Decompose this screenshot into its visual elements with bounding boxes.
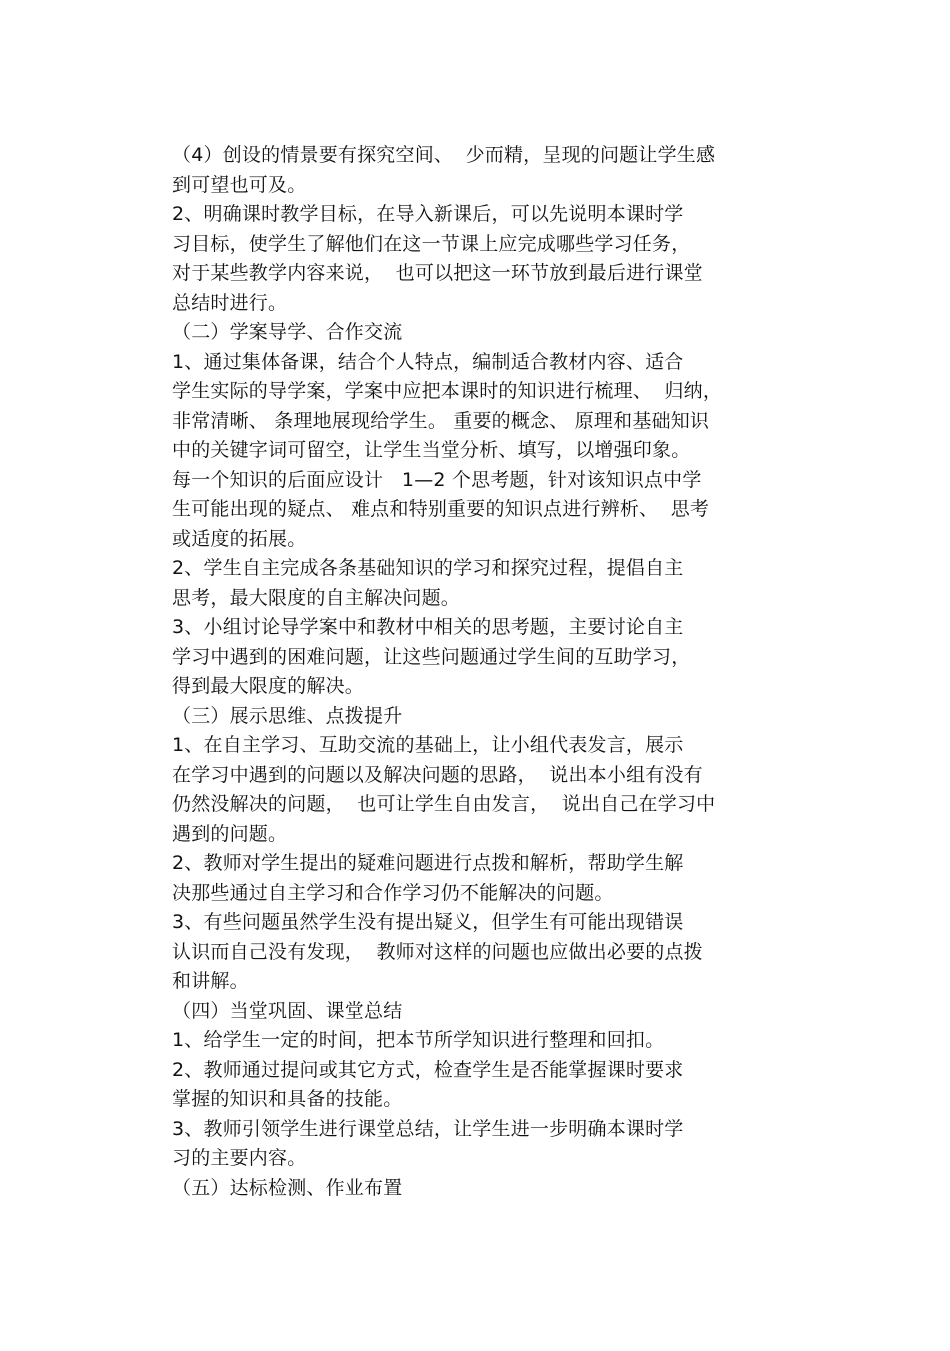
text-line: 3、小组讨论导学案中和教材中相关的思考题，主要讨论自主	[172, 616, 684, 638]
text-line: 和讲解。	[172, 970, 249, 992]
text-line: （4）创设的情景要有探究空间、 少而精，呈现的问题让学生感	[172, 144, 716, 166]
text-line: 对于某些教学内容来说， 也可以把这一环节放到最后进行课堂	[172, 262, 703, 284]
text-line: 习目标，使学生了解他们在这一节课上应完成哪些学习任务，	[172, 232, 691, 255]
document-body	[172, 141, 792, 1203]
section-heading: （三）展示思维、点拨提升	[172, 704, 403, 727]
text-line: 1、给学生一定的时间，把本节所学知识进行整理和回扣。	[172, 1029, 665, 1051]
text-line: 非常清晰、 条理地展现给学生。 重要的概念、 原理和基础知识	[172, 409, 710, 432]
text-line: 2、学生自主完成各条基础知识的学习和探究过程，提倡自主	[172, 557, 684, 579]
text-line: 到可望也可及。	[172, 173, 307, 196]
text-line: 掌握的知识和具备的技能。	[172, 1088, 403, 1110]
text-line: 生可能出现的疑点、 难点和特别重要的知识点进行辨析、 思考	[172, 498, 710, 520]
text-line: 2、明确课时教学目标，在导入新课后，可以先说明本课时学	[172, 203, 684, 225]
text-line: 1、通过集体备课，结合个人特点，编制适合教材内容、适合	[172, 350, 684, 373]
text-line: 中的关键字词可留空，让学生当堂分析、填写，以增强印象。	[172, 439, 691, 461]
section-heading: （五）达标检测、作业布置	[172, 1176, 403, 1199]
text-line: 仍然没解决的问题， 也可让学生自由发言， 说出自己在学习中	[172, 793, 716, 815]
text-line: 习的主要内容。	[172, 1147, 307, 1169]
text-line: 3、教师引领学生进行课堂总结，让学生进一步明确本课时学	[172, 1117, 684, 1140]
text-line: 2、教师对学生提出的疑难问题进行点拨和解析，帮助学生解	[172, 852, 684, 874]
text-line: 总结时进行。	[172, 291, 288, 314]
text-line: 2、教师通过提问或其它方式，检查学生是否能掌握课时要求	[172, 1058, 684, 1081]
text-line: 认识而自己没有发现， 教师对这样的问题也应做出必要的点拨	[172, 940, 703, 963]
text-line: 每一个知识的后面应设计 1—2 个思考题，针对该知识点中学	[172, 468, 702, 491]
text-line: 学生实际的导学案，学案中应把本课时的知识进行梳理、 归纳，	[172, 380, 723, 402]
text-line: 或适度的拓展。	[172, 527, 307, 550]
section-heading: （二）学案导学、合作交流	[172, 321, 403, 343]
text-line: 在学习中遇到的问题以及解决问题的思路， 说出本小组有没有	[172, 763, 703, 786]
text-line: 3、有些问题虽然学生没有提出疑义，但学生有可能出现错误	[172, 911, 684, 933]
text-line: 决那些通过自主学习和合作学习仍不能解决的问题。	[172, 881, 614, 904]
text-line: 得到最大限度的解决。	[172, 675, 365, 697]
text-line: 遇到的问题。	[172, 822, 288, 845]
section-heading: （四）当堂巩固、课堂总结	[172, 999, 403, 1022]
text-line: 思考，最大限度的自主解决问题。	[172, 586, 461, 609]
text-line: 学习中遇到的困难问题，让这些问题通过学生间的互助学习，	[172, 645, 691, 668]
text-line: 1、在自主学习、互助交流的基础上，让小组代表发言，展示	[172, 734, 684, 756]
